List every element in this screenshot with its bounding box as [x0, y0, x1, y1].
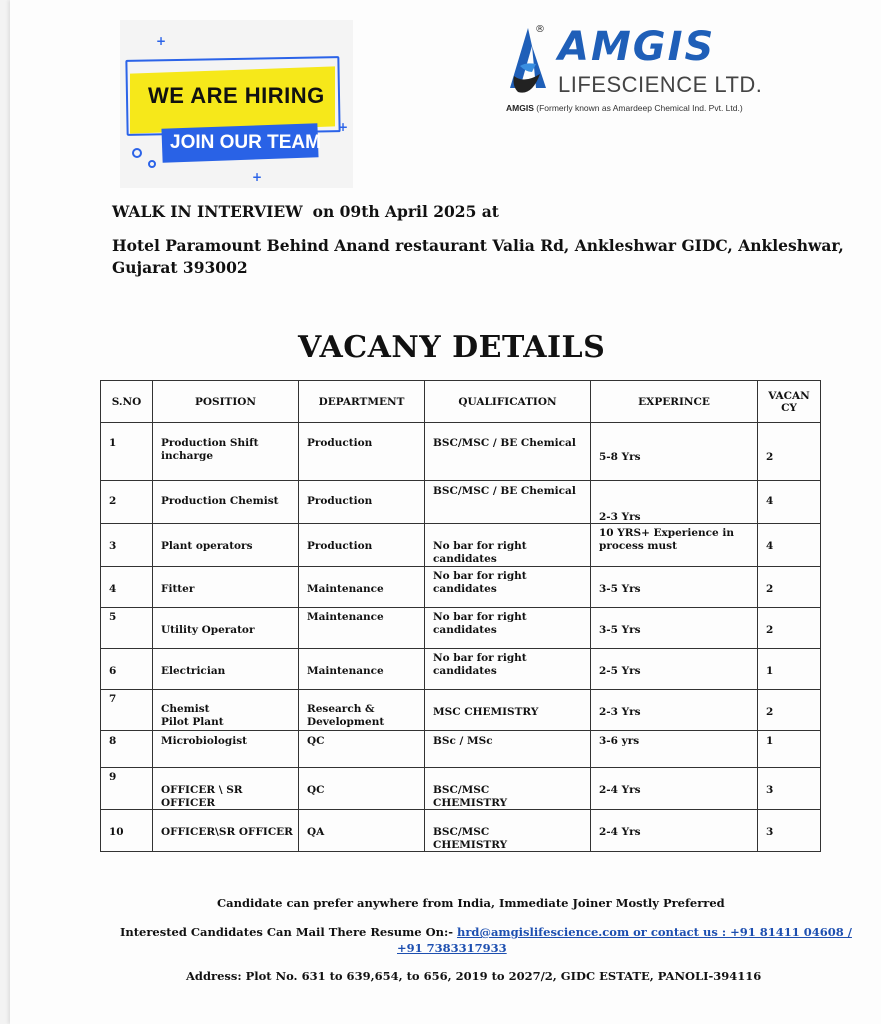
experience-line: 3-5 Yrs [599, 583, 641, 595]
position-text [161, 784, 243, 810]
phone-contact-link[interactable]: +91 7383317933 [397, 941, 507, 955]
qualification-text [433, 570, 590, 596]
table-row [101, 567, 821, 608]
cell-qualification [425, 690, 591, 731]
sno-line: 10 [109, 826, 124, 838]
vacancy-line: 4 [766, 495, 774, 507]
cell-sno [101, 608, 153, 649]
department-line: QA [307, 826, 325, 838]
cell-experience [591, 481, 758, 524]
decor-circle-icon [148, 160, 156, 168]
qualification-line: CHEMISTRY [433, 797, 508, 809]
department-line: QC [307, 735, 325, 747]
vacancy-title: VACANY DETAILS [298, 330, 606, 365]
venue-line-1: Hotel Paramount Behind Anand restaurant Valia Rd, Ankleshwar GIDC, Ankleshwar, [112, 236, 844, 255]
experience-text [599, 665, 641, 678]
experience-line: 3-5 Yrs [599, 624, 641, 636]
footer-prefer: Candidate can prefer anywhere from India, Immediate Joiner Mostly Preferred [217, 896, 725, 910]
hiring-banner [120, 20, 353, 188]
qualification-line: No bar for right candidates [433, 652, 527, 677]
department-text [307, 583, 384, 596]
vacancy-text [766, 784, 773, 797]
sno-text [109, 735, 116, 748]
cell-experience [591, 731, 758, 768]
position-text [161, 826, 293, 839]
experience-text [599, 451, 641, 464]
experience-line: 2-3 Yrs [599, 511, 641, 523]
cell-experience [591, 423, 758, 481]
qualification-line: No bar for right candidates [433, 570, 527, 595]
position-text [161, 624, 254, 637]
vacancy-line: 2 [766, 624, 774, 636]
vacancy-line: 2 [766, 706, 774, 718]
header-vacancy [758, 381, 821, 423]
header-qualification: QUALIFICATION [425, 381, 591, 423]
cell-qualification [425, 608, 591, 649]
table-row [101, 524, 821, 567]
cell-sno [101, 423, 153, 481]
cell-vacancy [758, 524, 821, 567]
experience-text [599, 784, 641, 797]
header-vacancy-line-2: CY [781, 401, 797, 414]
header-vacancy-line-1: VACAN [768, 389, 810, 402]
amgis-mark-icon [506, 26, 554, 106]
table-row [101, 731, 821, 768]
cell-vacancy [758, 731, 821, 768]
position-line: Production Shift [161, 437, 259, 449]
position-text [161, 437, 259, 463]
footer-address: Address: Plot No. 631 to 639,654, to 656, 2019 to 2027/2, GIDC ESTATE, PANOLI-394116 [186, 969, 762, 983]
cell-sno [101, 690, 153, 731]
cell-department [299, 608, 425, 649]
vacancy-line: 3 [766, 784, 774, 796]
cell-vacancy [758, 768, 821, 810]
position-line: Pilot Plant [161, 716, 224, 728]
position-line: incharge [161, 450, 214, 462]
logo-suffix: LIFESCIENCE LTD. [558, 72, 763, 97]
experience-line: 3-6 yrs [599, 735, 640, 747]
cell-experience [591, 567, 758, 608]
position-line: Production Chemist [161, 495, 279, 507]
table-row [101, 608, 821, 649]
cell-qualification [425, 649, 591, 690]
qualification-line: CHEMISTRY [433, 839, 508, 851]
registered-mark: ® [535, 24, 545, 35]
qualification-text [433, 652, 590, 678]
cell-position [153, 768, 299, 810]
sno-text [109, 437, 116, 450]
experience-line: 2-4 Yrs [599, 826, 641, 838]
cell-position [153, 423, 299, 481]
experience-line: 5-8 Yrs [599, 451, 641, 463]
experience-text [599, 624, 641, 637]
department-text [307, 735, 325, 748]
decor-plus-icon: + [338, 120, 349, 134]
vacancy-text [766, 826, 773, 839]
cell-department [299, 423, 425, 481]
venue-line-2: Gujarat 393002 [112, 258, 248, 277]
position-line: Electrician [161, 665, 226, 677]
position-line: Microbiologist [161, 735, 247, 747]
vacancy-line: 1 [766, 665, 774, 677]
position-line: Plant operators [161, 540, 253, 552]
department-line: Production [307, 495, 373, 507]
position-text [161, 540, 253, 553]
cell-sno [101, 481, 153, 524]
cell-department [299, 731, 425, 768]
experience-line: 2-3 Yrs [599, 706, 641, 718]
vacancy-line: 4 [766, 540, 774, 552]
sno-line: 6 [109, 665, 117, 677]
experience-text [599, 706, 641, 719]
table-row [101, 649, 821, 690]
sno-text [109, 495, 116, 508]
department-line: QC [307, 784, 325, 796]
vacancy-text [766, 495, 773, 508]
cell-qualification [425, 524, 591, 567]
cell-sno [101, 649, 153, 690]
vacancy-text [766, 706, 773, 719]
cell-vacancy [758, 423, 821, 481]
qualification-text [433, 826, 507, 852]
cell-sno [101, 524, 153, 567]
experience-text [599, 735, 639, 748]
cell-department [299, 810, 425, 852]
banner-subheadline: JOIN OUR TEAM [170, 132, 321, 153]
department-text [307, 665, 384, 678]
table-row [101, 768, 821, 810]
department-line: Maintenance [307, 665, 384, 677]
qualification-text [433, 706, 538, 719]
qualification-line: No bar for right candidates [433, 611, 527, 636]
sno-text [109, 540, 116, 553]
cell-department [299, 524, 425, 567]
department-line: Maintenance [307, 611, 384, 623]
position-text [161, 495, 278, 508]
sno-line: 3 [109, 540, 117, 552]
vacancy-line: 3 [766, 826, 774, 838]
qualification-line: MSC CHEMISTRY [433, 706, 539, 718]
document-page [10, 0, 881, 1024]
cell-qualification [425, 731, 591, 768]
cell-position [153, 481, 299, 524]
position-line: OFFICER \ SR [161, 784, 243, 796]
sno-text [109, 693, 116, 706]
header-sno: S.NO [101, 381, 153, 423]
cell-position [153, 567, 299, 608]
qualification-text [433, 540, 590, 566]
vacancy-text [766, 665, 773, 678]
cell-vacancy [758, 649, 821, 690]
walkin-date: on 09th April 2025 at [312, 202, 499, 221]
table-row [101, 690, 821, 731]
department-text [307, 437, 372, 450]
table-row [101, 481, 821, 524]
vacancy-text [766, 540, 773, 553]
cell-department [299, 567, 425, 608]
sno-text [109, 665, 116, 678]
position-text [161, 703, 224, 729]
banner-headline: WE ARE HIRING [148, 83, 325, 108]
cell-qualification [425, 567, 591, 608]
cell-position [153, 731, 299, 768]
department-text [307, 703, 384, 729]
qualification-line: BSC/MSC [433, 826, 490, 838]
department-text [307, 784, 325, 797]
cell-department [299, 768, 425, 810]
cell-department [299, 481, 425, 524]
qualification-text [433, 735, 493, 748]
table-header-row [101, 381, 821, 423]
cell-experience [591, 524, 758, 567]
department-text [307, 495, 372, 508]
logo-formerly [506, 103, 743, 113]
qualification-line: BSC/MSC [433, 784, 490, 796]
experience-text [599, 511, 641, 524]
department-text [307, 826, 324, 839]
vacancy-line: 2 [766, 451, 774, 463]
table-row [101, 423, 821, 481]
cell-department [299, 649, 425, 690]
decor-circle-icon [132, 148, 142, 158]
cell-position [153, 810, 299, 852]
qualification-line: No bar for right candidates [433, 540, 527, 565]
sno-line: 4 [109, 583, 117, 595]
cell-sno [101, 768, 153, 810]
table-row [101, 810, 821, 852]
cell-vacancy [758, 481, 821, 524]
sno-line: 8 [109, 735, 117, 747]
header-department: DEPARTMENT [299, 381, 425, 423]
vacancy-table [100, 380, 821, 852]
vacancy-text [766, 451, 773, 464]
cell-vacancy [758, 810, 821, 852]
cell-vacancy [758, 608, 821, 649]
department-line: Development [307, 716, 385, 728]
logo-name: AMGIS [558, 24, 716, 70]
position-line: Utility Operator [161, 624, 255, 636]
department-line: Production [307, 540, 373, 552]
position-text [161, 735, 247, 748]
header-position: POSITION [153, 381, 299, 423]
experience-line: 2-4 Yrs [599, 784, 641, 796]
vacancy-text [766, 624, 773, 637]
cell-experience [591, 649, 758, 690]
qualification-line: BSC/MSC / BE Chemical [433, 485, 576, 497]
cell-experience [591, 690, 758, 731]
formerly-text: (Formerly known as Amardeep Chemical Ind. Pvt. Ltd.) [533, 103, 743, 113]
cell-position [153, 649, 299, 690]
footer-mail-label: Interested Candidates Can Mail There Resume On:- [120, 925, 457, 939]
decor-plus-icon: + [252, 170, 263, 184]
position-line: Chemist [161, 703, 210, 715]
header-experience: EXPERINCE [591, 381, 758, 423]
experience-text [599, 527, 734, 553]
sno-line: 1 [109, 437, 117, 449]
cell-qualification [425, 810, 591, 852]
cell-position [153, 608, 299, 649]
department-line: Production [307, 437, 373, 449]
cell-sno [101, 567, 153, 608]
qualification-line: BSC/MSC / BE Chemical [433, 437, 576, 449]
department-line: Maintenance [307, 583, 384, 595]
qualification-line: BSc / MSc [433, 735, 493, 747]
sno-line: 2 [109, 495, 117, 507]
company-logo [506, 22, 776, 122]
department-text [307, 540, 372, 553]
decor-plus-icon: + [156, 34, 167, 48]
experience-line: 10 YRS+ Experience in [599, 527, 734, 539]
cell-experience [591, 768, 758, 810]
sno-text [109, 583, 116, 596]
sno-text [109, 771, 116, 784]
cell-sno [101, 810, 153, 852]
department-line: Research & [307, 703, 375, 715]
cell-department [299, 690, 425, 731]
sno-line: 7 [109, 693, 117, 705]
cell-vacancy [758, 567, 821, 608]
qualification-text [433, 437, 576, 450]
cell-position [153, 524, 299, 567]
walkin-label: WALK IN INTERVIEW [112, 202, 303, 221]
position-text [161, 583, 194, 596]
sno-text [109, 611, 116, 624]
footer-mail-line [120, 925, 852, 939]
experience-text [599, 583, 641, 596]
position-line: OFFICER\SR OFFICER [161, 826, 293, 838]
position-line: OFFICER [161, 797, 216, 809]
walkin-heading [112, 202, 499, 221]
cell-experience [591, 810, 758, 852]
vacancy-text [766, 735, 773, 748]
cell-vacancy [758, 690, 821, 731]
position-text [161, 665, 225, 678]
experience-text [599, 826, 641, 839]
experience-line: process must [599, 540, 677, 552]
formerly-prefix: AMGIS [506, 103, 534, 113]
experience-line: 2-5 Yrs [599, 665, 641, 677]
vacancy-text [766, 583, 773, 596]
qualification-text [433, 611, 590, 637]
qualification-text [433, 485, 576, 498]
sno-line: 9 [109, 771, 117, 783]
sno-text [109, 826, 124, 839]
cell-experience [591, 608, 758, 649]
cell-qualification [425, 423, 591, 481]
vacancy-line: 2 [766, 583, 774, 595]
department-text [307, 611, 384, 624]
cell-qualification [425, 481, 591, 524]
position-line: Fitter [161, 583, 195, 595]
cell-qualification [425, 768, 591, 810]
cell-position [153, 690, 299, 731]
cell-sno [101, 731, 153, 768]
vacancy-line: 1 [766, 735, 774, 747]
email-contact-link[interactable]: hrd@amgislifescience.com or contact us : +91 81411 04608 / [456, 925, 852, 939]
qualification-text [433, 784, 507, 810]
sno-line: 5 [109, 611, 117, 623]
